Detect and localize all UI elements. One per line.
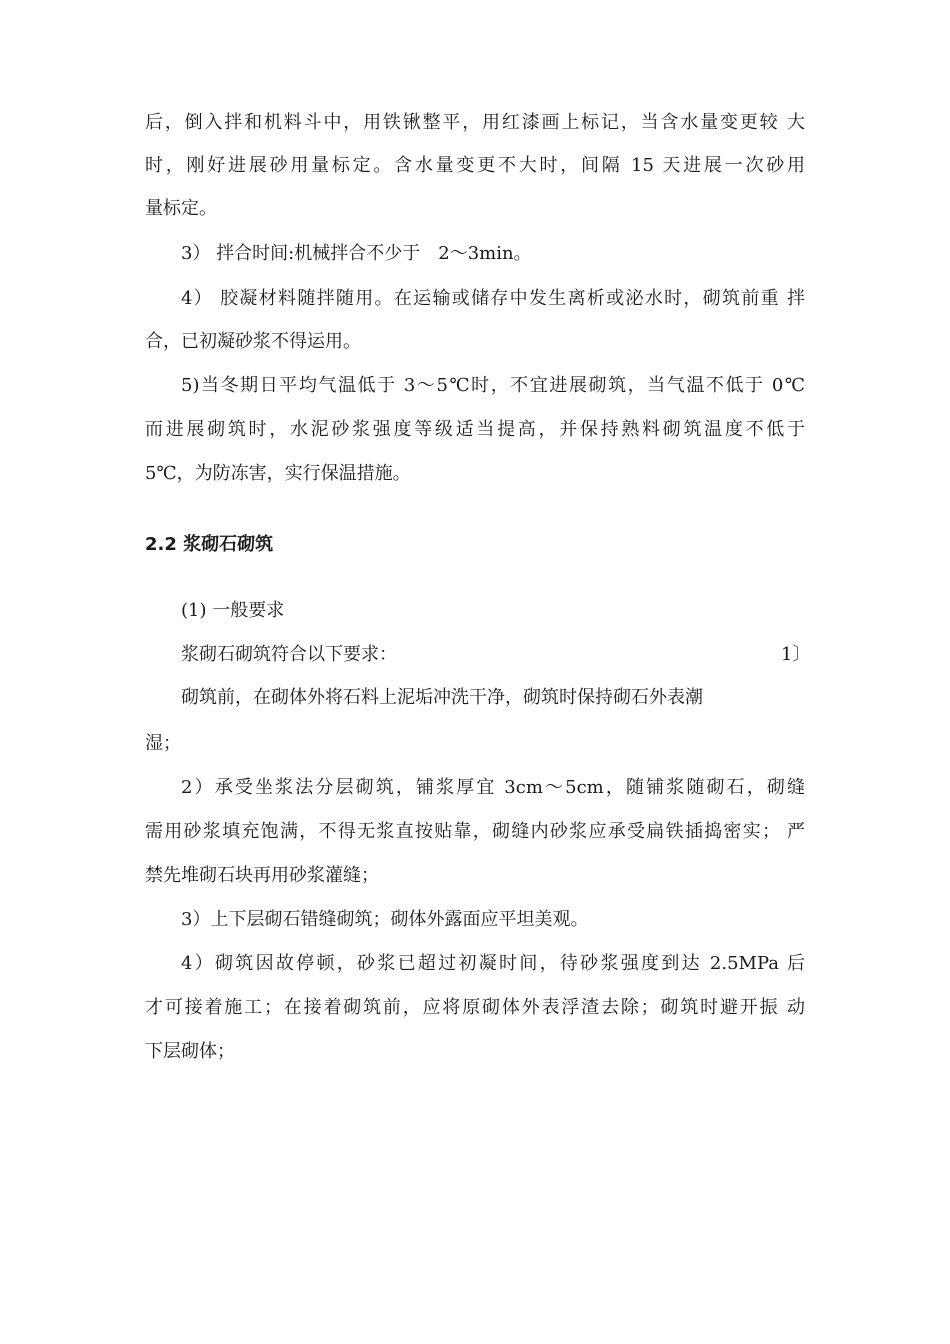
subsection-title: (1) 一般要求 (181, 600, 285, 621)
paragraph-line: 才可接着施工；在接着砌筑前，应将原砌体外表浮渣去除；砌筑时避开振 动 (145, 997, 805, 1018)
paragraph-line: 而进展砌筑时，水泥砂浆强度等级适当提高，并保持熟料砌筑温度不低于 (145, 419, 805, 440)
paragraph-line: 下层砌体； (145, 1041, 235, 1062)
paragraph-line: 5℃，为防冻害，实行保温措施。 (145, 463, 411, 484)
paragraph-line: 5)当冬期日平均气温低于 3～5℃时，不宜进展砌筑，当气温不低于 0℃ (181, 375, 805, 396)
paragraph-line: 2）承受坐浆法分层砌筑，铺浆厚宜 3cm～5cm，随铺浆随砌石，砌缝 (181, 777, 805, 798)
paragraph-line: 后，倒入拌和机料斗中，用铁锹整平，用红漆画上标记，当含水量变更较 大 (145, 112, 805, 133)
paragraph-line: 量标定。 (145, 198, 217, 219)
paragraph-line: 4） 胶凝材料随拌随用。在运输或储存中发生离析或泌水时，砌筑前重 拌 (181, 288, 805, 309)
paragraph-line: 3） 拌合时间:机械拌合不少于 2～3min。 (181, 243, 532, 264)
paragraph-line: 禁先堆砌石块再用砂浆灌缝； (145, 865, 379, 886)
paragraph-line: 合，已初凝砂浆不得运用。 (145, 331, 361, 352)
paragraph-line: 湿； (145, 733, 181, 754)
paragraph-line: 需用砂浆填充饱满，不得无浆直按贴靠，砌缝内砂浆应承受扁铁插捣密实； 严 (145, 821, 805, 842)
paragraph-line: 时，刚好进展砂用量标定。含水量变更不大时，间隔 15 天进展一次砂用 (145, 155, 805, 176)
paragraph-line: 砌筑前，在砌体外将石料上泥垢冲洗干净，砌筑时保持砌石外表潮 (181, 687, 703, 708)
paragraph-line: 3）上下层砌石错缝砌筑；砌体外露面应平坦美观。 (181, 909, 589, 930)
item-number: 1〕 (781, 644, 811, 665)
section-heading: 2.2 浆砌石砌筑 (145, 534, 274, 555)
paragraph-line: 4）砌筑因故停顿，砂浆已超过初凝时间，待砂浆强度到达 2.5MPa 后 (181, 953, 805, 974)
paragraph-line: 浆砌石砌筑符合以下要求： (181, 644, 397, 665)
